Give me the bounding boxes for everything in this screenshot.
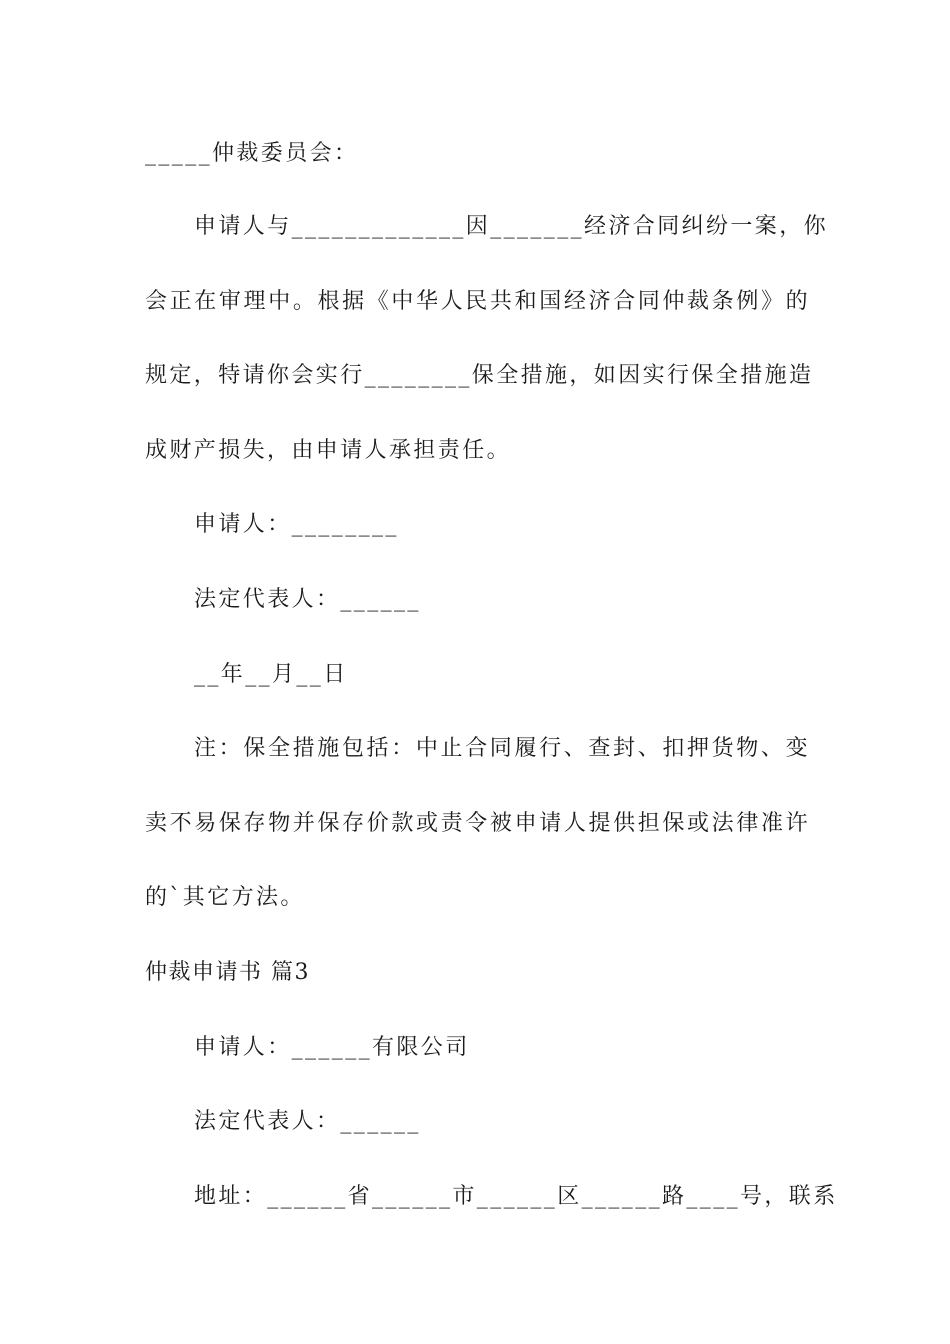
note-line-2: 卖不易保存物并保存价款或责令被申请人提供担保或法律准许 — [145, 811, 810, 836]
paragraph-line-2: 会正在审理中。根据《中华人民共和国经济合同仲裁条例》的 — [145, 289, 810, 314]
note-line-3: 的`其它方法。 — [145, 885, 305, 910]
section-title: 仲裁申请书 篇3 — [145, 960, 310, 985]
paragraph-line-3: 规定，特请你会实行________保全措施，如因实行保全措施造 — [145, 363, 814, 388]
date-line: __年__月__日 — [194, 662, 348, 687]
section3-legal-rep-line: 法定代表人：______ — [194, 1109, 421, 1134]
legal-rep-line: 法定代表人：______ — [194, 587, 421, 612]
addressee-line: _____仲裁委员会： — [145, 141, 359, 166]
note-line-1: 注：保全措施包括：中止合同履行、查封、扣押货物、变 — [194, 736, 810, 761]
section3-address-line: 地址：______省______市______区______路____号，联系 — [194, 1184, 838, 1209]
paragraph-line-1: 申请人与_____________因_______经济合同纠纷一案，你 — [194, 214, 829, 239]
paragraph-line-4: 成财产损失，由申请人承担责任。 — [145, 438, 512, 463]
applicant-line: 申请人：________ — [194, 512, 399, 537]
section3-applicant-line: 申请人：______有限公司 — [194, 1035, 470, 1060]
